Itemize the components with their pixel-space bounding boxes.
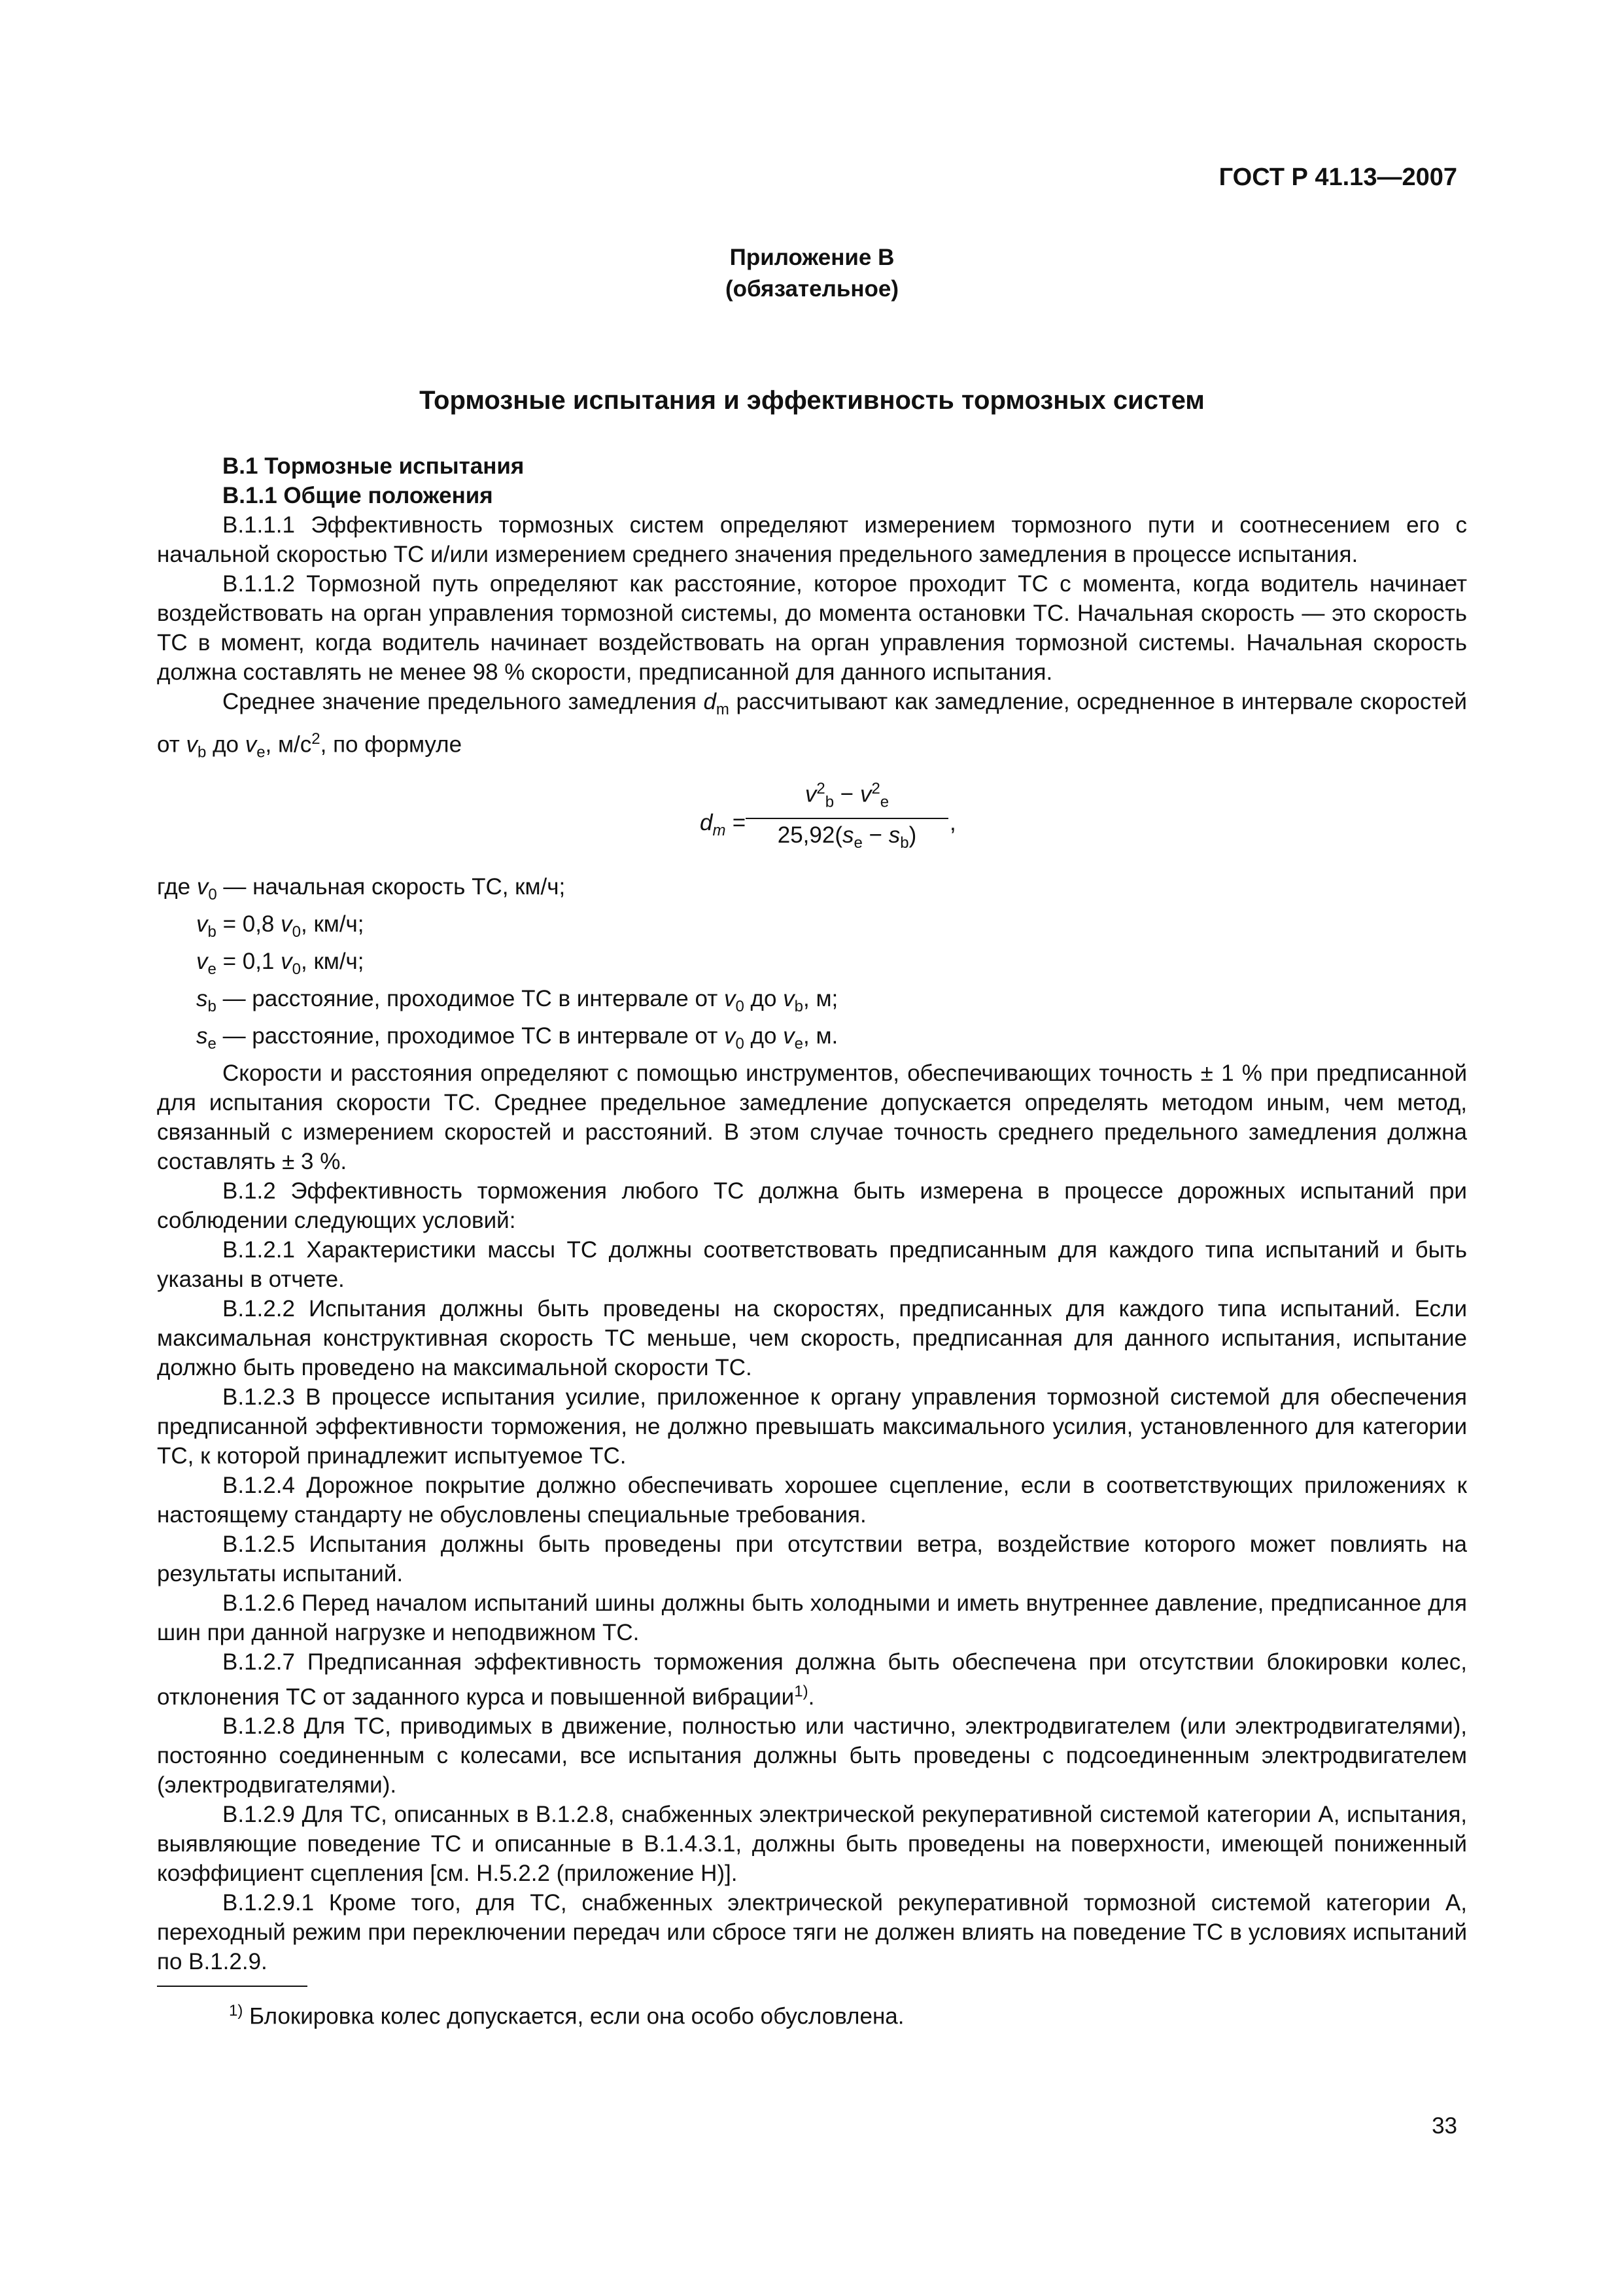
symbol-definitions [157,872,1467,1059]
page-title: Тормозные испытания и эффективность тормозных систем [419,386,1205,415]
paragraph-formula-intro: Среднее значение предельного замедления $d_m$ рассчитывают как замедление, осредненное в интервале скоростей от $v_b$ до $v_e$, $м/с^2$, по формуле [157,689,1467,762]
paragraph: В.1.2.3 В процессе испытания усилие, приложенное к органу управления тормозной системой для обеспечения предписанной эффективности торможения, не должно превышать максимального усилия, установленного для категории ТС, к которой принадлежит испытуемое ТС. [157,1384,1467,1469]
subsection-heading: В.1.1 Общие положения [222,483,493,508]
footnote-divider [157,1986,307,1987]
footnote: $^{1)}$ Блокировка колес допускается, если она особо обусловлена. [229,2002,905,2029]
definition-v0: где $v_0$ — начальная скорость ТС, км/ч; [157,873,566,903]
paragraph: В.1.2.1 Характеристики массы ТС должны соответствовать предписанным для каждого типа испытаний и быть указаны в отчете. [157,1236,1467,1292]
paragraph: В.1.2.6 Перед началом испытаний шины должны быть холодными и иметь внутреннее давление, предписанное для шин при данной нагрузке и неподвижном ТС. [157,1590,1467,1645]
appendix-title: Приложение В [729,245,895,270]
document-body [157,451,1467,1976]
definition-sb: $s_b$ — расстояние, проходимое ТС в интервале от $v_0$ до $v_b$, м; [196,985,838,1015]
paragraph: Скорости и расстояния определяют с помощью инструментов, обеспечивающих точность ± 1 % при предписанной для испытания скорости ТС. Среднее предельное замедление допускается определять методом иным, чем метод, связанный с измерением скоростей и расстояний. В этом случае точность среднего предельного замедления должна составлять ± 3 %. [157,1060,1467,1174]
paragraph: В.1.2 Эффективность торможения любого ТС должна быть измерена в процессе дорожных испытаний при соблюдении следующих условий: [157,1178,1467,1233]
definition-vb: $v_b = 0,8$ $v_0$, км/ч; [196,911,364,941]
section-heading: В.1 Тормозные испытания [222,453,525,479]
paragraph: В.1.1.2 Тормозной путь определяют как расстояние, которое проходит ТС с момента, когда водитель начинает воздействовать на орган управления тормозной системы, до момента остановки ТС. Начальная скорость — это скорость ТС в момент, когда водитель начинает воздействовать на орган управления тормозной системы. Начальная скорость должна составлять не менее 98 % скорости, предписанной для данного испытания. [157,571,1467,685]
paragraph: В.1.2.8 Для ТС, приводимых в движение, полностью или частично, электродвигателем (или электродвигателями), постоянно соединенным с колесами, все испытания должны быть проведены с подсоединенным электродвигателем (электродвигателями). [157,1713,1467,1798]
document-id: ГОСТ Р 41.13—2007 [1218,164,1457,191]
paragraph: В.1.2.5 Испытания должны быть проведены при отсутствии ветра, воздействие которого может повлиять на результаты испытаний. [157,1531,1467,1586]
formula-denominator: $25,92(s_e - s_b)$ [777,822,917,852]
paragraph: В.1.1.1 Эффективность тормозных систем определяют измерением тормозного пути и соотнесением его с начальной скоростью ТС и/или измерением среднего значения предельного замедления в процессе испытания. [157,512,1467,567]
deceleration-formula: $d_m$ = $\frac{v^2_b - v^2_e}{25,92(s_e - s_b)}$ , [157,767,1467,872]
paragraph: В.1.2.9 Для ТС, описанных в В.1.2.8, снабженных электрической рекуперативной системой категории А, испытания, выявляющие поведение ТС и описанные в В.1.4.3.1, должны быть проведены на поверхности, имеющей пониженный коэффициент сцепления [см. Н.5.2.2 (приложение Н)]. [157,1802,1467,1887]
paragraph-with-footnote: В.1.2.7 Предписанная эффективность торможения должна быть обеспечена при отсутствии блокировки колес, отклонения ТС от заданного курса и повышенной вибрации$^{1)}$. [157,1649,1467,1710]
paragraph: В.1.2.9.1 Кроме того, для ТС, снабженных электрической рекуперативной тормозной системой категории А, переходный режим при переключении передач или сбросе тяги не должен влиять на поведение ТС в условиях испытаний по В.1.2.9. [157,1890,1467,1975]
definition-se: $s_e$ — расстояние, проходимое ТС в интервале от $v_0$ до $v_e$, м. [196,1023,838,1053]
formula-numerator: $v^2_b - v^2_e$ [746,774,948,820]
appendix-label [0,242,1624,305]
page-number: 33 [1432,2113,1457,2139]
paragraph: В.1.2.4 Дорожное покрытие должно обеспечивать хорошее сцепление, если в соответствующих приложениях к настоящему стандарту не обусловлены специальные требования. [157,1472,1467,1528]
footnote-reference: 1) [794,1682,808,1700]
paragraph: В.1.2.2 Испытания должны быть проведены на скоростях, предписанных для каждого типа испытаний. Если максимальная конструктивная скорость ТС меньше, чем скорость, предписанная для данного испытания, испытание должно быть проведено на максимальной скорости ТС. [157,1295,1467,1380]
appendix-status: (обязательное) [725,276,899,302]
definition-ve: $v_e = 0,1$ $v_0$, км/ч; [196,948,364,978]
